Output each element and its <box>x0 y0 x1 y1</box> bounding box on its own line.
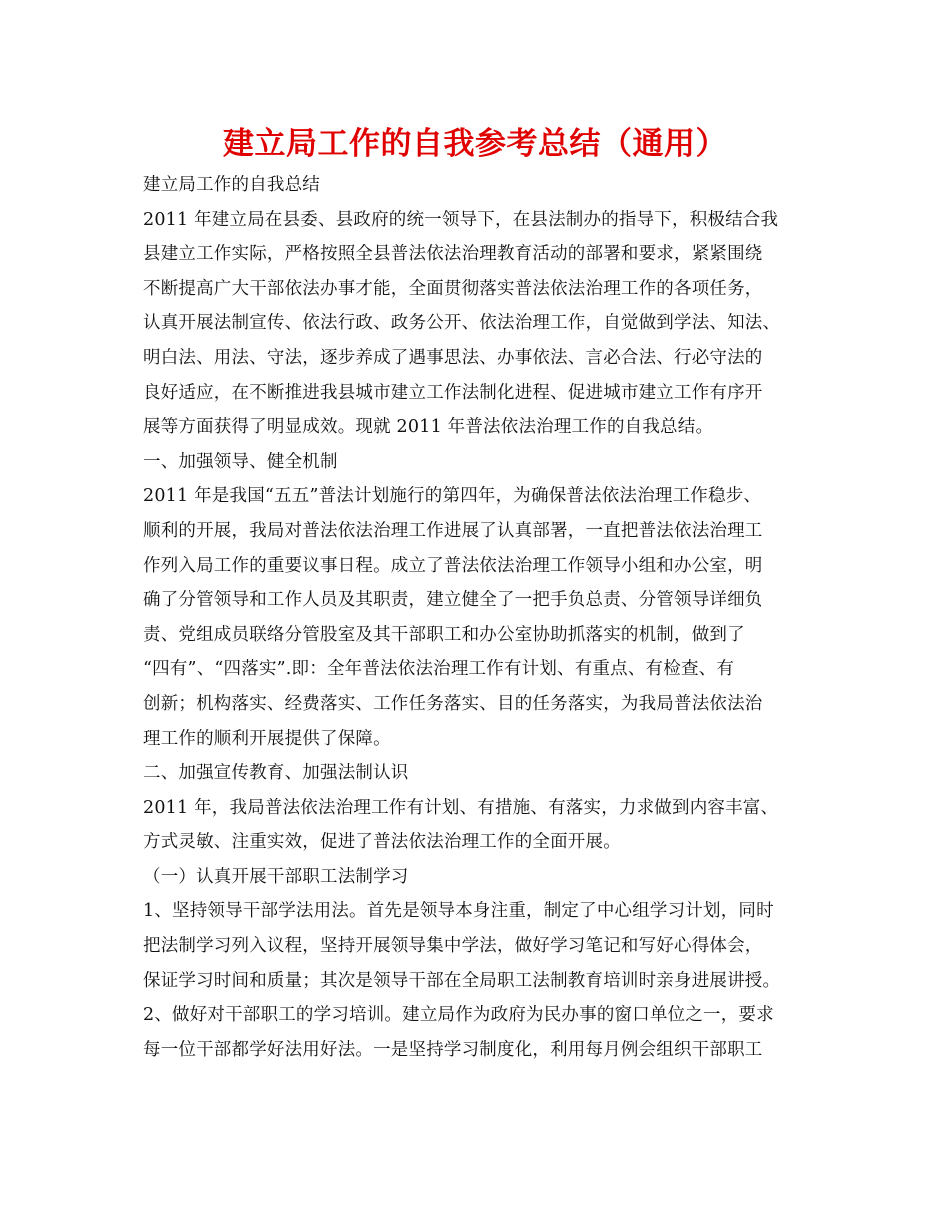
body-line: 1、坚持领导干部学法用法。首先是领导本身注重，制定了中心组学习计划，同时 <box>143 901 774 922</box>
body-line: （一）认真开展干部职工法制学习 <box>143 866 409 887</box>
body-line: 建立局工作的自我总结 <box>143 175 320 195</box>
body-line: 每一位干部都学好法用好法。一是坚持学习制度化，利用每月例会组织干部职工 <box>143 1039 763 1060</box>
body-line: 确了分管领导和工作人员及其职责，建立健全了一把手负总责、分管领导详细负 <box>143 590 763 611</box>
body-line: 2、做好对干部职工的学习培训。建立局作为政府为民办事的窗口单位之一，要求 <box>143 1005 774 1026</box>
document-body <box>143 168 809 1067</box>
body-line: 把法制学习列入议程，坚持开展领导集中学法，做好学习笔记和写好心得体会， <box>143 936 763 957</box>
body-line: 认真开展法制宣传、依法行政、政务公开、依法治理工作，自觉做到学法、知法、 <box>143 313 781 334</box>
body-line: 理工作的顺利开展提供了保障。 <box>143 728 391 749</box>
body-line: 良好适应，在不断推进我县城市建立工作法制化进程、促进城市建立工作有序开 <box>143 382 763 403</box>
body-line: 2011 年，我局普法依法治理工作有计划、有措施、有落实，力求做到内容丰富、 <box>143 797 779 818</box>
body-line: 责、党组成员联络分管股室及其干部职工和办公室协助抓落实的机制，做到了 <box>143 624 745 645</box>
body-line: 明白法、用法、守法，逐步养成了遇事思法、办事依法、言必合法、行必守法的 <box>143 347 763 368</box>
body-line: 县建立工作实际，严格按照全县普法依法治理教育活动的部署和要求，紧紧围绕 <box>143 244 763 265</box>
body-line: 作列入局工作的重要议事日程。成立了普法依法治理工作领导小组和办公室，明 <box>143 555 763 576</box>
body-line: 一、加强领导、健全机制 <box>143 451 338 472</box>
body-line: 展等方面获得了明显成效。现就 2011 年普法依法治理工作的自我总结。 <box>143 417 714 438</box>
body-line: 不断提高广大干部依法办事才能，全面贯彻落实普法依法治理工作的各项任务， <box>143 278 763 299</box>
body-line: “四有”、“四落实”.即：全年普法依法治理工作有计划、有重点、有检查、有 <box>143 659 735 680</box>
body-line: 创新；机构落实、经费落实、工作任务落实、目的任务落实，为我局普法依法治 <box>143 693 763 714</box>
body-line: 2011 年建立局在县委、县政府的统一领导下，在县法制办的指导下，积极结合我 <box>143 209 779 230</box>
document-title: 建立局工作的自我参考总结（通用） <box>223 126 727 162</box>
body-line: 二、加强宣传教育、加强法制认识 <box>143 763 409 784</box>
body-line: 方式灵敏、注重实效，促进了普法依法治理工作的全面开展。 <box>143 832 621 853</box>
body-line: 保证学习时间和质量；其次是领导干部在全局职工法制教育培训时亲身进展讲授。 <box>143 970 781 991</box>
body-line: 顺利的开展，我局对普法依法治理工作进展了认真部署，一直把普法依法治理工 <box>143 520 763 541</box>
body-line: 2011 年是我国“五五”普法计划施行的第四年，为确保普法依法治理工作稳步、 <box>143 486 762 507</box>
